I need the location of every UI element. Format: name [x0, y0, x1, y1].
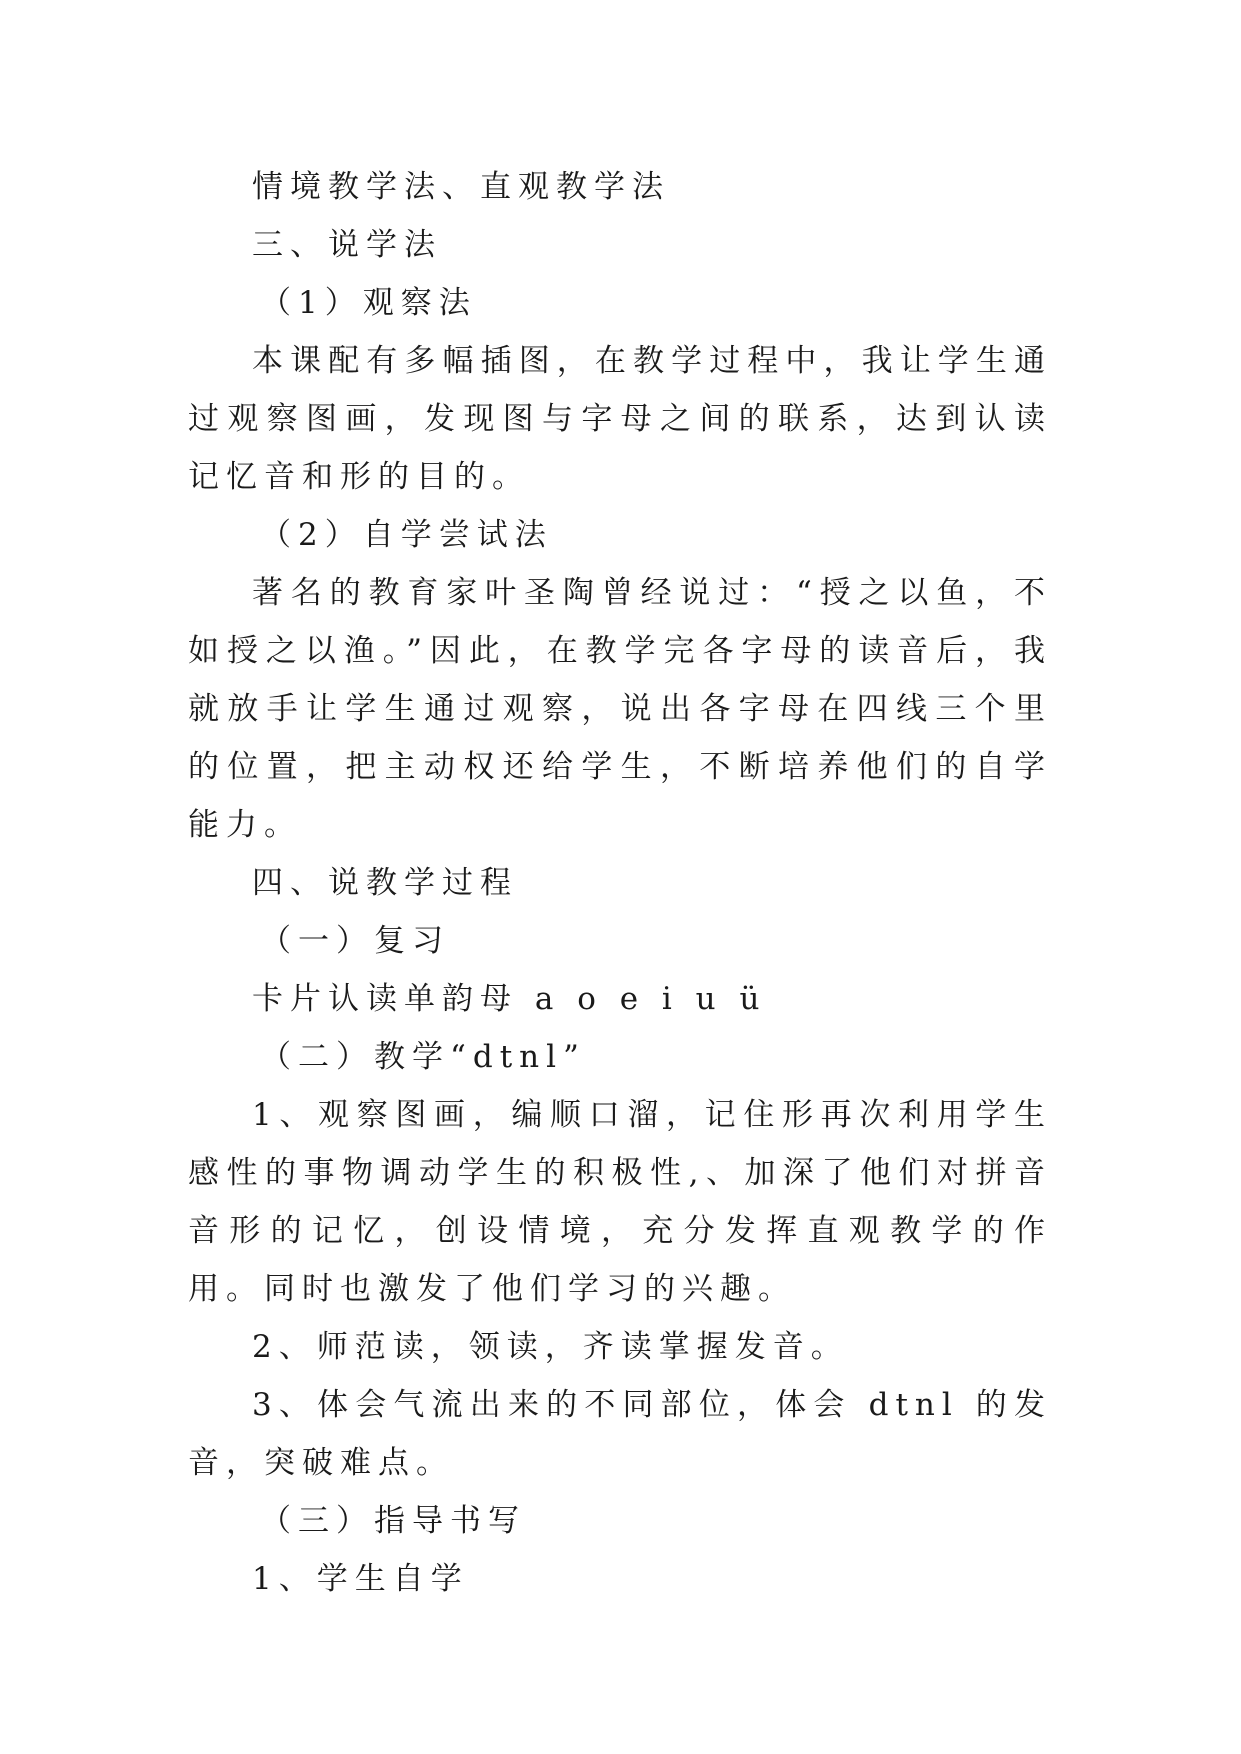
- paragraph-observation: 本课配有多幅插图，在教学过程中，我让学生通过观察图画，发现图与字母之间的联系，达到认读记忆音和形的目的。: [188, 343, 1052, 495]
- document-body: [188, 158, 1052, 1608]
- heading-review: （一）复习: [260, 923, 450, 959]
- heading-writing-guidance: （三）指导书写: [260, 1503, 526, 1539]
- paragraph-step-3: 3、体会气流出来的不同部位，体会 dtnl 的发音，突破难点。: [188, 1387, 1052, 1481]
- paragraph-writing-step-1: 1、学生自学: [252, 1561, 469, 1597]
- paragraph-step-1: 1、观察图画，编顺口溜，记住形再次利用学生感性的事物调动学生的积极性,、加深了他们对拼音音形的记忆，创设情境，充分发挥直观教学的作用。同时也激发了他们学习的兴趣。: [188, 1097, 1052, 1307]
- heading-self-study-method: （2）自学尝试法: [260, 517, 553, 553]
- paragraph-self-study: 著名的教育家叶圣陶曾经说过：“授之以鱼，不如授之以渔。”因此，在教学完各字母的读音后，我就放手让学生通过观察，说出各字母在四线三个里的位置，把主动权还给学生，不断培养他们的自学能力。: [188, 575, 1052, 843]
- heading-teaching-process: 四、说教学过程: [252, 865, 518, 901]
- paragraph-methods: 情境教学法、直观教学法: [252, 169, 670, 205]
- heading-observation-method: （1）观察法: [260, 285, 477, 321]
- heading-learning-methods: 三、说学法: [252, 227, 442, 263]
- heading-teach-dtnl: （二）教学“dtnl”: [260, 1039, 586, 1075]
- paragraph-step-2: 2、师范读，领读，齐读掌握发音。: [252, 1329, 849, 1365]
- paragraph-review: 卡片认读单韵母 a o e i u ü: [252, 981, 767, 1017]
